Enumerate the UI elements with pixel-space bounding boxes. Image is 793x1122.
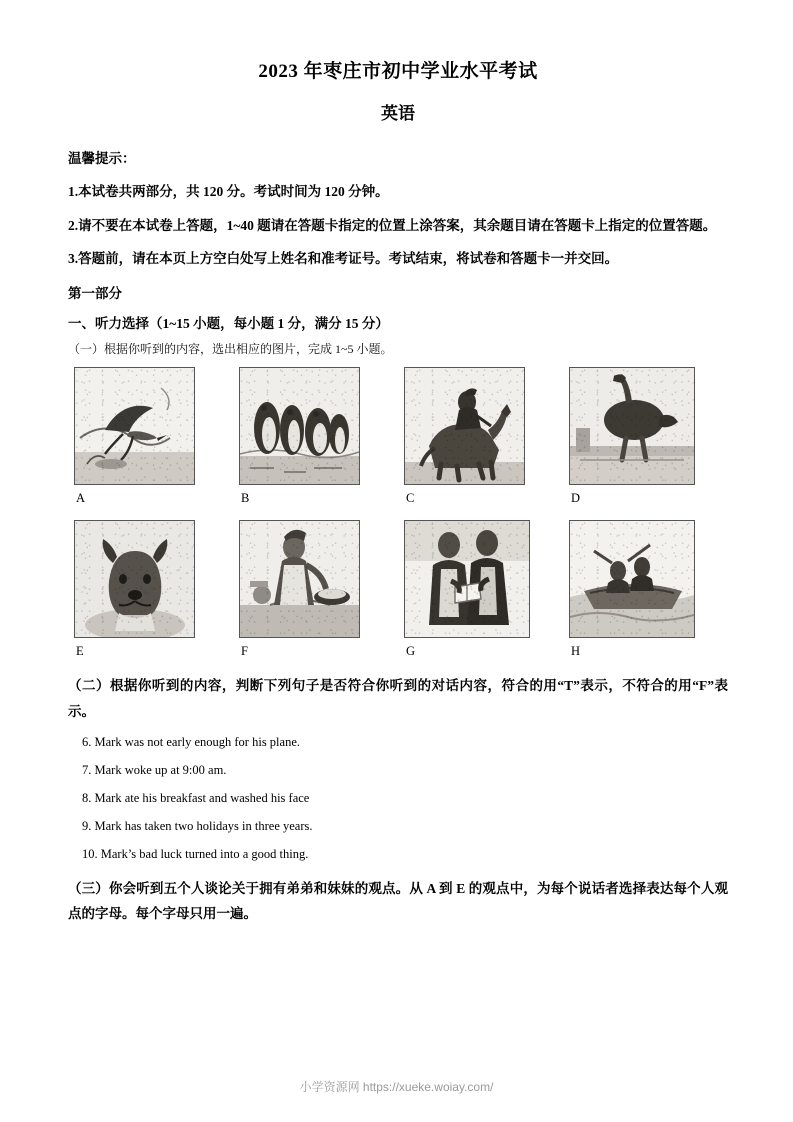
picture-label-f: F [241,644,248,659]
true-false-item-7: 7. Mark woke up at 9:00 am. [82,762,227,777]
picture-option-a [68,367,233,506]
sub-instruction-three: （三）你会听到五个人谈论关于拥有弟弟和妹妹的观点。从 A 到 E 的观点中，为每个说话者选择表达每个人观点的字母。每个字母只用一遍。 [68,880,728,922]
true-false-item-6: 6. Mark was not early enough for his plane. [82,734,300,749]
tip-item-2: 2.请不要在本试卷上答题，1~40 题请在答题卡指定的位置上涂答案，其余题目请在答题卡上指定的位置答题。 [68,217,717,233]
true-false-item-9: 9. Mark has taken two holidays in three years. [82,818,313,833]
ostrich-icon [569,367,695,485]
page-title: 2023 年枣庄市初中学业水平考试 [258,61,538,82]
person-cooking-icon [239,520,360,638]
part-label: 第一部分 [68,286,122,302]
true-false-item-8: 8. Mark ate his breakfast and washed his face [82,790,310,805]
picture-option-g [398,520,563,659]
footer-watermark: 小学资源网 https://xueke.woiay.com/ [299,1080,494,1094]
picture-options-row-2 [68,520,728,659]
picture-label-g: G [406,644,416,659]
picture-option-e [68,520,233,659]
true-false-item-10: 10. Mark’s bad luck turned into a good thing. [82,846,309,861]
picture-option-h [563,520,728,659]
picture-options-row-1 [68,367,728,506]
picture-option-b [233,367,398,506]
people-boat-icon [569,520,695,638]
sub-instruction-one: （一）根据你听到的内容，选出相应的图片，完成 1~5 小题。 [68,342,393,357]
picture-label-c: C [406,491,415,506]
picture-label-e: E [76,644,84,659]
sub-instruction-two: （二）根据你听到的内容，判断下列句子是否符合你听到的对话内容，符合的用“T”表示，不符合的用“F”表示。 [68,678,728,719]
tip-item-3: 3.答题前，请在本页上方空白处写上姓名和准考证号。考试结束，将试卷和答题卡一并交回。 [68,250,619,266]
subject-title: 英语 [381,104,415,123]
picture-label-d: D [571,491,581,506]
paper-content [68,56,728,937]
bird-flying-icon [74,367,195,485]
picture-option-f [233,520,398,659]
two-men-reading-icon [404,520,530,638]
picture-label-b: B [241,491,250,506]
picture-option-d [563,367,728,506]
picture-option-c [398,367,563,506]
person-riding-horse-icon [404,367,525,485]
tips-heading: 温馨提示： [68,151,136,166]
dog-icon [74,520,195,638]
section-listening-heading: 一、听力选择（1~15 小题，每小题 1 分，满分 15 分） [68,316,389,332]
tip-item-1: 1.本试卷共两部分，共 120 分。考试时间为 120 分钟。 [68,184,389,200]
penguins-icon [239,367,360,485]
picture-label-h: H [571,644,581,659]
picture-label-a: A [76,491,86,506]
